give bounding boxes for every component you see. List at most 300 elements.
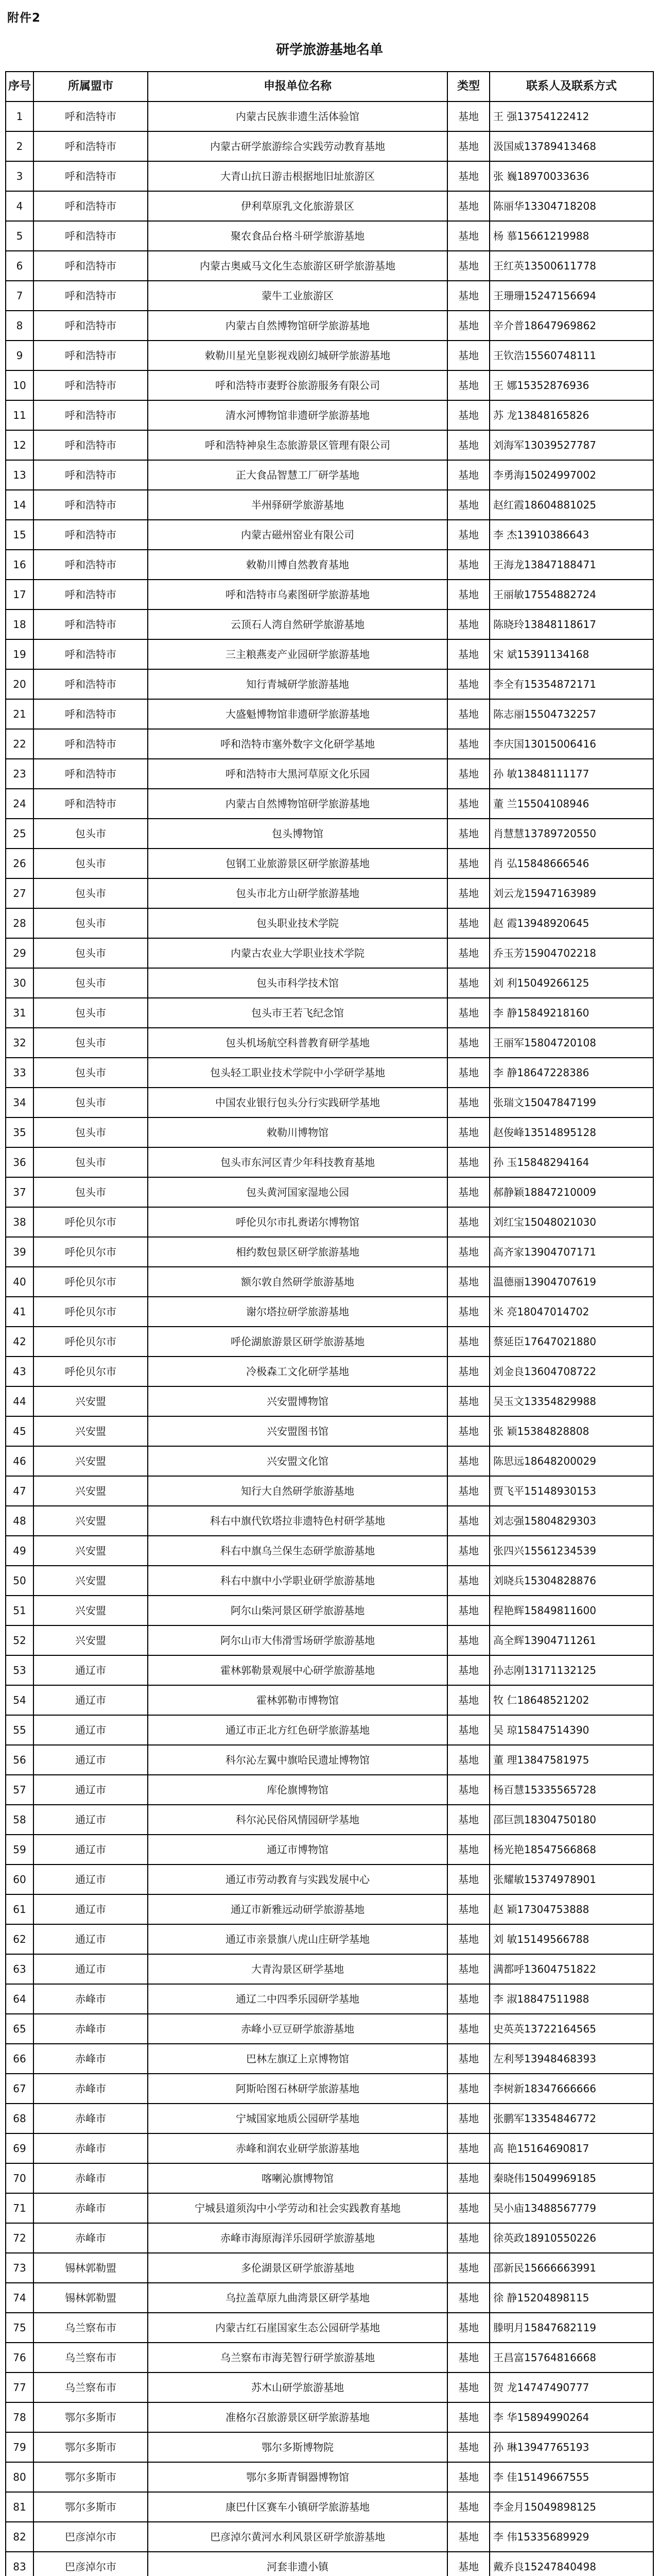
cell-type: 基地 <box>447 400 490 430</box>
cell-city: 通辽市 <box>33 1924 148 1954</box>
cell-contact: 李勇海15024997002 <box>490 460 653 490</box>
cell-unit: 额尔敦自然研学旅游基地 <box>148 1267 447 1297</box>
cell-city: 呼和浩特市 <box>33 281 148 311</box>
cell-city: 赤峰市 <box>33 2104 148 2133</box>
cell-contact: 王钦浩15560748111 <box>490 341 653 370</box>
cell-city: 呼伦贝尔市 <box>33 1297 148 1327</box>
cell-city: 包头市 <box>33 819 148 849</box>
table-row <box>6 281 653 311</box>
cell-unit: 科右中旗中小学职业研学旅游基地 <box>148 1566 447 1596</box>
cell-unit: 康巴什区赛车小镇研学旅游基地 <box>148 2492 447 2522</box>
cell-contact: 陈思远18648200029 <box>490 1446 653 1476</box>
cell-no: 59 <box>6 1835 33 1865</box>
cell-city: 兴安盟 <box>33 1416 148 1446</box>
cell-unit: 兴安盟文化馆 <box>148 1446 447 1476</box>
cell-type: 基地 <box>447 2133 490 2163</box>
cell-no: 25 <box>6 819 33 849</box>
cell-unit: 兴安盟博物馆 <box>148 1386 447 1416</box>
cell-no: 35 <box>6 1117 33 1147</box>
cell-type: 基地 <box>447 2074 490 2104</box>
cell-no: 47 <box>6 1476 33 1506</box>
header-city: 所属盟市 <box>33 72 148 101</box>
cell-unit: 库伦旗博物馆 <box>148 1775 447 1805</box>
cell-no: 9 <box>6 341 33 370</box>
cell-contact: 秦晓伟15049969185 <box>490 2163 653 2193</box>
cell-unit: 三主粮燕麦产业园研学旅游基地 <box>148 639 447 669</box>
cell-no: 4 <box>6 191 33 221</box>
cell-type: 基地 <box>447 998 490 1028</box>
cell-city: 呼伦贝尔市 <box>33 1357 148 1386</box>
table-row <box>6 2492 653 2522</box>
cell-no: 19 <box>6 639 33 669</box>
cell-city: 呼和浩特市 <box>33 609 148 639</box>
cell-type: 基地 <box>447 1745 490 1775</box>
cell-unit: 科右中旗代钦塔拉非遗特色村研学基地 <box>148 1506 447 1536</box>
cell-city: 呼和浩特市 <box>33 699 148 729</box>
cell-contact: 赵俊峰13514895128 <box>490 1117 653 1147</box>
table-row <box>6 400 653 430</box>
cell-contact: 徐英政18910550226 <box>490 2223 653 2253</box>
cell-type: 基地 <box>447 1058 490 1088</box>
cell-city: 呼和浩特市 <box>33 400 148 430</box>
cell-unit: 蒙牛工业旅游区 <box>148 281 447 311</box>
cell-type: 基地 <box>447 2372 490 2402</box>
cell-contact: 王昌富15764816668 <box>490 2343 653 2372</box>
table-row <box>6 370 653 400</box>
table-row <box>6 1625 653 1655</box>
cell-contact: 宋 斌15391134168 <box>490 639 653 669</box>
cell-type: 基地 <box>447 2223 490 2253</box>
cell-city: 赤峰市 <box>33 2133 148 2163</box>
cell-unit: 内蒙古民族非遗生活体验馆 <box>148 101 447 131</box>
cell-type: 基地 <box>447 2104 490 2133</box>
cell-contact: 辛介普18647969862 <box>490 311 653 341</box>
table-row <box>6 1865 653 1894</box>
cell-unit: 巴彦淖尔黄河水利风景区研学旅游基地 <box>148 2522 447 2552</box>
cell-type: 基地 <box>447 2283 490 2313</box>
table-row <box>6 251 653 281</box>
cell-contact: 赵 颖17304753888 <box>490 1894 653 1924</box>
cell-type: 基地 <box>447 1655 490 1685</box>
cell-type: 基地 <box>447 849 490 878</box>
table-row <box>6 2133 653 2163</box>
cell-type: 基地 <box>447 1177 490 1207</box>
table-row <box>6 1237 653 1267</box>
table-row <box>6 1147 653 1177</box>
cell-city: 呼和浩特市 <box>33 550 148 580</box>
cell-unit: 呼和浩特市塞外数字文化研学基地 <box>148 729 447 759</box>
table-row <box>6 1416 653 1446</box>
cell-contact: 张耀敏15374978901 <box>490 1865 653 1894</box>
cell-contact: 李庆国13015006416 <box>490 729 653 759</box>
table-row <box>6 2223 653 2253</box>
cell-unit: 大青沟景区研学基地 <box>148 1954 447 1984</box>
cell-type: 基地 <box>447 341 490 370</box>
table-row <box>6 1476 653 1506</box>
cell-unit: 相约数包景区研学旅游基地 <box>148 1237 447 1267</box>
cell-type: 基地 <box>447 1835 490 1865</box>
cell-no: 44 <box>6 1386 33 1416</box>
cell-unit: 赤峰小豆豆研学旅游基地 <box>148 2014 447 2044</box>
cell-type: 基地 <box>447 2193 490 2223</box>
cell-contact: 赵 霞13948920645 <box>490 908 653 938</box>
cell-contact: 苏 龙13848165826 <box>490 400 653 430</box>
page-title: 研学旅游基地名单 <box>275 42 383 58</box>
cell-contact: 米 亮18047014702 <box>490 1297 653 1327</box>
cell-city: 呼和浩特市 <box>33 490 148 520</box>
cell-no: 65 <box>6 2014 33 2044</box>
appendix-label: 附件2 <box>7 11 41 25</box>
cell-city: 锡林郭勒盟 <box>33 2283 148 2313</box>
cell-contact: 滕明月15847682119 <box>490 2313 653 2343</box>
table-row <box>6 1058 653 1088</box>
cell-city: 包头市 <box>33 878 148 908</box>
cell-no: 8 <box>6 311 33 341</box>
table-row <box>6 1177 653 1207</box>
cell-type: 基地 <box>447 968 490 998</box>
cell-no: 6 <box>6 251 33 281</box>
cell-city: 呼伦贝尔市 <box>33 1237 148 1267</box>
cell-type: 基地 <box>447 609 490 639</box>
cell-contact: 李 华15894990264 <box>490 2402 653 2432</box>
cell-no: 78 <box>6 2402 33 2432</box>
cell-type: 基地 <box>447 161 490 191</box>
cell-type: 基地 <box>447 1536 490 1566</box>
cell-type: 基地 <box>447 1147 490 1177</box>
cell-unit: 阿尔山柴河景区研学旅游基地 <box>148 1596 447 1625</box>
table-row <box>6 819 653 849</box>
cell-type: 基地 <box>447 460 490 490</box>
cell-unit: 中国农业银行包头分行实践研学基地 <box>148 1088 447 1117</box>
cell-contact: 李树新18347666666 <box>490 2074 653 2104</box>
cell-no: 48 <box>6 1506 33 1536</box>
cell-no: 3 <box>6 161 33 191</box>
cell-type: 基地 <box>447 908 490 938</box>
cell-unit: 包头机场航空科普教育研学基地 <box>148 1028 447 1058</box>
cell-unit: 霍林郭勒市博物馆 <box>148 1685 447 1715</box>
cell-city: 呼和浩特市 <box>33 669 148 699</box>
cell-contact: 戴乔良15247840498 <box>490 2552 653 2576</box>
cell-type: 基地 <box>447 281 490 311</box>
cell-unit: 敕勒川博自然教育基地 <box>148 550 447 580</box>
cell-type: 基地 <box>447 1805 490 1835</box>
cell-unit: 兴安盟图书馆 <box>148 1416 447 1446</box>
cell-no: 24 <box>6 789 33 819</box>
cell-unit: 包头职业技术学院 <box>148 908 447 938</box>
cell-city: 呼伦贝尔市 <box>33 1267 148 1297</box>
table-row <box>6 1715 653 1745</box>
cell-city: 乌兰察布市 <box>33 2313 148 2343</box>
cell-unit: 河套非遗小镇 <box>148 2552 447 2576</box>
cell-no: 12 <box>6 430 33 460</box>
cell-unit: 正大食品智慧工厂研学基地 <box>148 460 447 490</box>
cell-city: 包头市 <box>33 1177 148 1207</box>
table-row <box>6 1267 653 1297</box>
table-row <box>6 1028 653 1058</box>
table-row <box>6 878 653 908</box>
cell-contact: 满都呼13604751822 <box>490 1954 653 1984</box>
cell-unit: 敕勒川星光皇影视戏剧幻城研学旅游基地 <box>148 341 447 370</box>
cell-unit: 包头博物馆 <box>148 819 447 849</box>
cell-no: 36 <box>6 1147 33 1177</box>
cell-type: 基地 <box>447 938 490 968</box>
table-row <box>6 2014 653 2044</box>
cell-contact: 陈志丽15504732257 <box>490 699 653 729</box>
table-row <box>6 938 653 968</box>
cell-no: 31 <box>6 998 33 1028</box>
cell-no: 55 <box>6 1715 33 1745</box>
table-row <box>6 998 653 1028</box>
cell-unit: 云顶石人湾自然研学旅游基地 <box>148 609 447 639</box>
cell-contact: 吴玉文13354829988 <box>490 1386 653 1416</box>
table-row <box>6 1984 653 2014</box>
cell-city: 包头市 <box>33 938 148 968</box>
cell-contact: 李金月15049898125 <box>490 2492 653 2522</box>
cell-city: 呼伦贝尔市 <box>33 1207 148 1237</box>
cell-unit: 通辽市亲景旗八虎山庄研学基地 <box>148 1924 447 1954</box>
cell-no: 56 <box>6 1745 33 1775</box>
table-row <box>6 2253 653 2283</box>
table-row <box>6 2283 653 2313</box>
cell-no: 42 <box>6 1327 33 1357</box>
cell-type: 基地 <box>447 1297 490 1327</box>
cell-type: 基地 <box>447 699 490 729</box>
header-type: 类型 <box>447 72 490 101</box>
cell-type: 基地 <box>447 1924 490 1954</box>
cell-city: 呼和浩特市 <box>33 759 148 789</box>
table-row <box>6 460 653 490</box>
cell-city: 包头市 <box>33 1088 148 1117</box>
cell-contact: 肖慧慧13789720550 <box>490 819 653 849</box>
cell-unit: 包头市王若飞纪念馆 <box>148 998 447 1028</box>
cell-contact: 孙 琳13947765193 <box>490 2432 653 2462</box>
cell-city: 鄂尔多斯市 <box>33 2402 148 2432</box>
cell-type: 基地 <box>447 1865 490 1894</box>
table-row <box>6 2552 653 2576</box>
cell-contact: 温德丽13904707619 <box>490 1267 653 1297</box>
cell-city: 包头市 <box>33 1028 148 1058</box>
cell-unit: 苏木山研学旅游基地 <box>148 2372 447 2402</box>
cell-city: 通辽市 <box>33 1655 148 1685</box>
base-list-table <box>5 71 654 2576</box>
table-row <box>6 2522 653 2552</box>
cell-no: 41 <box>6 1297 33 1327</box>
cell-no: 32 <box>6 1028 33 1058</box>
cell-no: 15 <box>6 520 33 550</box>
cell-city: 兴安盟 <box>33 1596 148 1625</box>
cell-contact: 杨 慕15661219988 <box>490 221 653 251</box>
table-row <box>6 1655 653 1685</box>
cell-contact: 刘金良13604708722 <box>490 1357 653 1386</box>
cell-no: 7 <box>6 281 33 311</box>
cell-city: 通辽市 <box>33 1745 148 1775</box>
cell-type: 基地 <box>447 101 490 131</box>
cell-no: 77 <box>6 2372 33 2402</box>
cell-type: 基地 <box>447 2522 490 2552</box>
cell-type: 基地 <box>447 1954 490 1984</box>
cell-no: 2 <box>6 131 33 161</box>
cell-type: 基地 <box>447 1386 490 1416</box>
cell-no: 49 <box>6 1536 33 1566</box>
cell-unit: 通辽二中四季乐园研学基地 <box>148 1984 447 2014</box>
cell-city: 呼和浩特市 <box>33 161 148 191</box>
cell-city: 呼和浩特市 <box>33 221 148 251</box>
cell-city: 通辽市 <box>33 1805 148 1835</box>
cell-no: 28 <box>6 908 33 938</box>
cell-no: 26 <box>6 849 33 878</box>
table-row <box>6 1954 653 1984</box>
table-row <box>6 1745 653 1775</box>
cell-city: 通辽市 <box>33 1685 148 1715</box>
cell-unit: 大盛魁博物馆非遗研学旅游基地 <box>148 699 447 729</box>
cell-city: 锡林郭勒盟 <box>33 2253 148 2283</box>
cell-contact: 王红英13500611778 <box>490 251 653 281</box>
cell-city: 呼和浩特市 <box>33 639 148 669</box>
table-row <box>6 2313 653 2343</box>
cell-no: 52 <box>6 1625 33 1655</box>
table-row <box>6 1446 653 1476</box>
cell-unit: 内蒙古农业大学职业技术学院 <box>148 938 447 968</box>
cell-unit: 内蒙古研学旅游综合实践劳动教育基地 <box>148 131 447 161</box>
header-contact: 联系人及联系方式 <box>490 72 653 101</box>
cell-no: 34 <box>6 1088 33 1117</box>
cell-city: 赤峰市 <box>33 2163 148 2193</box>
cell-city: 兴安盟 <box>33 1566 148 1596</box>
cell-type: 基地 <box>447 311 490 341</box>
cell-unit: 多伦湖景区研学旅游基地 <box>148 2253 447 2283</box>
cell-unit: 知行大自然研学旅游基地 <box>148 1476 447 1506</box>
cell-city: 呼伦贝尔市 <box>33 1327 148 1357</box>
cell-type: 基地 <box>447 131 490 161</box>
cell-unit: 呼和浩特市妻野谷旅游服务有限公司 <box>148 370 447 400</box>
table-row <box>6 2163 653 2193</box>
cell-type: 基地 <box>447 2343 490 2372</box>
cell-unit: 半州驿研学旅游基地 <box>148 490 447 520</box>
cell-no: 67 <box>6 2074 33 2104</box>
cell-no: 29 <box>6 938 33 968</box>
cell-type: 基地 <box>447 1267 490 1297</box>
cell-no: 46 <box>6 1446 33 1476</box>
cell-contact: 牧 仁18648521202 <box>490 1685 653 1715</box>
cell-no: 16 <box>6 550 33 580</box>
cell-unit: 通辽市新雅远动研学旅游基地 <box>148 1894 447 1924</box>
cell-no: 70 <box>6 2163 33 2193</box>
cell-type: 基地 <box>447 221 490 251</box>
cell-contact: 蔡延臣17647021880 <box>490 1327 653 1357</box>
cell-contact: 贾飞平15148930153 <box>490 1476 653 1506</box>
cell-unit: 冷极森工文化研学基地 <box>148 1357 447 1386</box>
cell-type: 基地 <box>447 819 490 849</box>
table-row <box>6 2074 653 2104</box>
cell-type: 基地 <box>447 1207 490 1237</box>
cell-contact: 邵新民15666663991 <box>490 2253 653 2283</box>
cell-no: 69 <box>6 2133 33 2163</box>
cell-no: 58 <box>6 1805 33 1835</box>
cell-unit: 呼和浩特神泉生态旅游景区管理有限公司 <box>148 430 447 460</box>
cell-unit: 大青山抗日游击根据地旧址旅游区 <box>148 161 447 191</box>
header-unit: 申报单位名称 <box>148 72 447 101</box>
table-row <box>6 490 653 520</box>
cell-contact: 张 颖15384828808 <box>490 1416 653 1446</box>
cell-contact: 李 淑18847511988 <box>490 1984 653 2014</box>
cell-no: 76 <box>6 2343 33 2372</box>
cell-contact: 李 杰13910386643 <box>490 520 653 550</box>
table-row <box>6 2044 653 2074</box>
cell-no: 38 <box>6 1207 33 1237</box>
cell-unit: 乌拉盖草原九曲湾景区研学基地 <box>148 2283 447 2313</box>
cell-city: 兴安盟 <box>33 1476 148 1506</box>
cell-type: 基地 <box>447 1237 490 1267</box>
cell-contact: 王丽敏17554882724 <box>490 580 653 609</box>
cell-unit: 呼和浩特市大黑河草原文化乐园 <box>148 759 447 789</box>
table-row <box>6 729 653 759</box>
cell-no: 43 <box>6 1357 33 1386</box>
cell-contact: 贺 龙14747490777 <box>490 2372 653 2402</box>
cell-city: 包头市 <box>33 908 148 938</box>
table-row <box>6 849 653 878</box>
cell-no: 1 <box>6 101 33 131</box>
cell-contact: 张瑞文15047847199 <box>490 1088 653 1117</box>
table-row <box>6 1088 653 1117</box>
cell-unit: 乌兰察布市海芜智行研学旅游基地 <box>148 2343 447 2372</box>
cell-no: 66 <box>6 2044 33 2074</box>
table-row <box>6 669 653 699</box>
cell-city: 通辽市 <box>33 1775 148 1805</box>
cell-unit: 科右中旗乌兰保生态研学旅游基地 <box>148 1536 447 1566</box>
table-row <box>6 2372 653 2402</box>
cell-unit: 包头黄河国家湿地公园 <box>148 1177 447 1207</box>
cell-unit: 包头轻工职业技术学院中小学研学基地 <box>148 1058 447 1088</box>
cell-type: 基地 <box>447 1894 490 1924</box>
cell-no: 61 <box>6 1894 33 1924</box>
table-row <box>6 1835 653 1865</box>
table-row <box>6 699 653 729</box>
cell-contact: 郝静颖18847210009 <box>490 1177 653 1207</box>
cell-city: 包头市 <box>33 1117 148 1147</box>
cell-type: 基地 <box>447 2313 490 2343</box>
cell-type: 基地 <box>447 1446 490 1476</box>
cell-no: 53 <box>6 1655 33 1685</box>
cell-unit: 赤峰市海原海洋乐园研学旅游基地 <box>148 2223 447 2253</box>
table-row <box>6 1117 653 1147</box>
table-row <box>6 908 653 938</box>
cell-no: 50 <box>6 1566 33 1596</box>
cell-type: 基地 <box>447 2402 490 2432</box>
table-row <box>6 1357 653 1386</box>
cell-type: 基地 <box>447 1327 490 1357</box>
cell-city: 赤峰市 <box>33 1984 148 2014</box>
cell-unit: 通辽市正北方红色研学旅游基地 <box>148 1715 447 1745</box>
cell-contact: 王珊珊15247156694 <box>490 281 653 311</box>
cell-no: 33 <box>6 1058 33 1088</box>
cell-city: 包头市 <box>33 849 148 878</box>
cell-contact: 李 佳15149667555 <box>490 2462 653 2492</box>
cell-no: 81 <box>6 2492 33 2522</box>
cell-type: 基地 <box>447 759 490 789</box>
cell-city: 通辽市 <box>33 1894 148 1924</box>
cell-contact: 邵巨凯18304750180 <box>490 1805 653 1835</box>
cell-no: 74 <box>6 2283 33 2313</box>
cell-contact: 刘 利15049266125 <box>490 968 653 998</box>
cell-no: 10 <box>6 370 33 400</box>
cell-contact: 李全有15354872171 <box>490 669 653 699</box>
cell-type: 基地 <box>447 520 490 550</box>
cell-city: 呼和浩特市 <box>33 191 148 221</box>
cell-unit: 科尔沁左翼中旗哈民遗址博物馆 <box>148 1745 447 1775</box>
table-row <box>6 759 653 789</box>
cell-type: 基地 <box>447 191 490 221</box>
cell-no: 23 <box>6 759 33 789</box>
